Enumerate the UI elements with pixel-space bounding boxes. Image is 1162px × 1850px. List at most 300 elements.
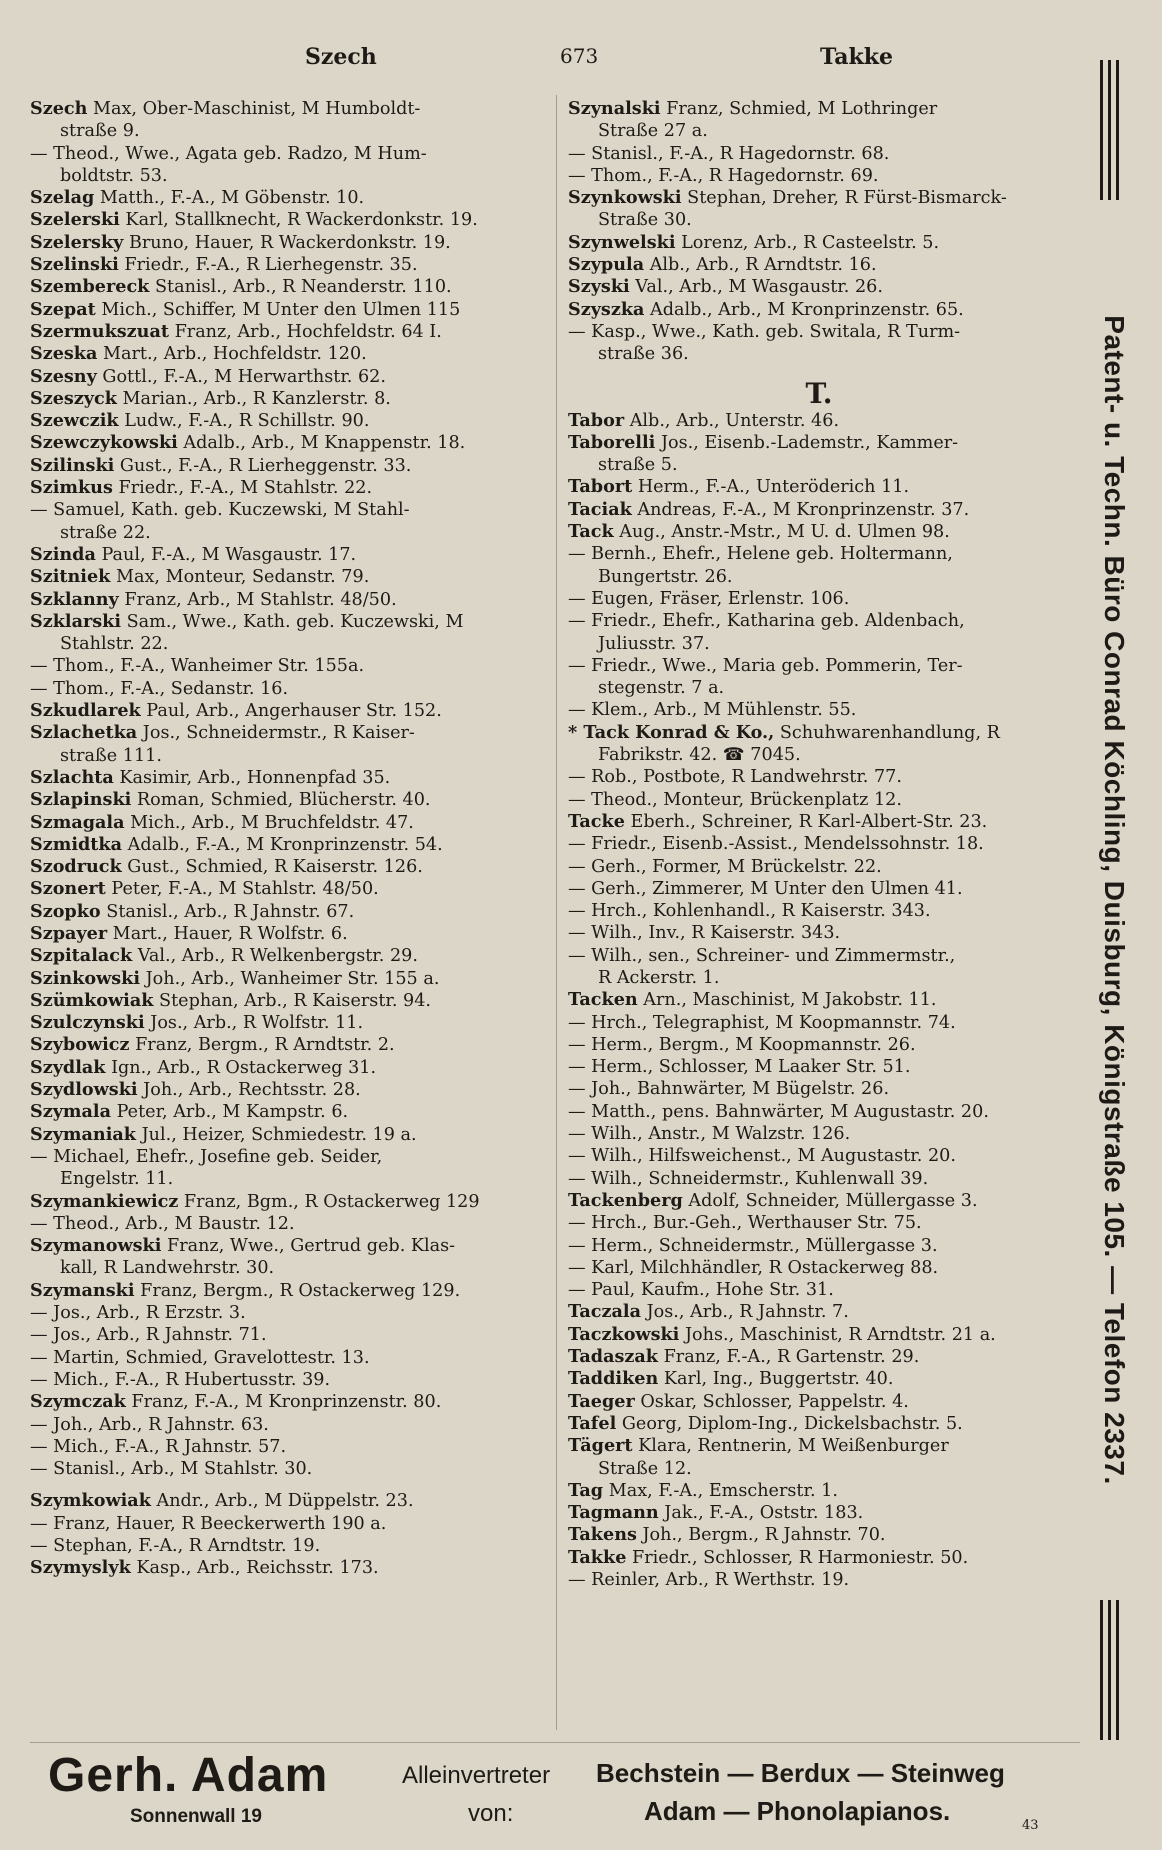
directory-entry	[568, 1324, 1070, 1346]
entry-details: Max, Ober-Maschinist, M Humboldt-	[87, 99, 421, 119]
directory-entry	[568, 1034, 1070, 1056]
entry-details: Val., Arb., M Wasgaustr. 26.	[629, 277, 883, 298]
entry-details: Franz, Bergm., R Ostackerweg 129.	[134, 1280, 461, 1301]
directory-entry	[568, 1190, 1070, 1212]
entry-details: Jos., Schneidermstr., R Kaiser-	[137, 723, 415, 744]
entry-details: Fabrikstr. 42. ☎ 7045.	[598, 745, 801, 766]
entry-surname: Tag	[568, 1479, 604, 1501]
directory-entry	[568, 1123, 1070, 1145]
entry-details: — Rob., Postbote, R Landwehrstr. 77.	[568, 767, 902, 788]
entry-surname: Szymyslyk	[30, 1557, 131, 1579]
directory-entry	[568, 1524, 1070, 1546]
entry-details: — Thom., F.-A., Wanheimer Str. 155a.	[30, 656, 365, 677]
directory-entry	[30, 1391, 560, 1413]
directory-entry	[568, 655, 1070, 677]
entry-details: Stahlstr. 22.	[60, 634, 169, 655]
entry-details: Bruno, Hauer, R Wackerdonkstr. 19.	[123, 232, 451, 253]
directory-entry	[568, 1078, 1070, 1100]
entry-details: Klara, Rentnerin, M Weißenburger	[632, 1436, 949, 1457]
directory-entry	[30, 343, 560, 365]
directory-entry	[568, 432, 1070, 454]
entry-surname: * Tack Konrad & Ko.,	[568, 721, 775, 743]
entry-surname: Szmagala	[30, 811, 125, 833]
entry-details: — Joh., Arb., R Jahnstr. 63.	[30, 1414, 269, 1435]
entry-details: Max, F.-A., Emscherstr. 1.	[603, 1480, 838, 1501]
entry-surname: Szyszka	[568, 298, 645, 320]
entry-surname: Szypula	[568, 254, 645, 276]
directory-entry	[568, 699, 1070, 721]
entry-surname: Szermukszuat	[30, 320, 169, 342]
entry-details: Peter, F.-A., M Stahlstr. 48/50.	[105, 879, 379, 900]
entry-continuation	[30, 1257, 560, 1279]
directory-entry	[568, 165, 1070, 187]
directory-entry	[568, 321, 1070, 343]
sidebar-rule	[1108, 60, 1111, 200]
entry-details: stegenstr. 7 a.	[598, 678, 725, 699]
directory-entry	[568, 1502, 1070, 1524]
entry-details: — Thom., F.-A., Sedanstr. 16.	[30, 678, 289, 699]
sidebar-advertisement	[1080, 60, 1150, 1740]
directory-entry	[30, 1034, 560, 1056]
sidebar-rule	[1100, 1600, 1103, 1740]
entry-details: Joh., Bergm., R Jahnstr. 70.	[636, 1525, 886, 1546]
directory-entry	[568, 1257, 1070, 1279]
directory-entry	[568, 945, 1070, 967]
entry-details: — Joh., Bahnwärter, M Bügelstr. 26.	[568, 1079, 890, 1100]
directory-entry	[568, 900, 1070, 922]
directory-entry	[568, 1391, 1070, 1413]
entry-details: — Klem., Arb., M Mühlenstr. 55.	[568, 700, 857, 721]
directory-entry	[30, 1324, 560, 1346]
entry-details: Juliusstr. 37.	[598, 633, 710, 654]
right-column	[568, 98, 1070, 1591]
entry-details: Adalb., Arb., M Kronprinzenstr. 65.	[644, 299, 964, 320]
entry-details: Joh., Arb., Wanheimer Str. 155 a.	[140, 968, 440, 989]
directory-entry	[30, 878, 560, 900]
entry-details: Andreas, F.-A., M Kronprinzenstr. 37.	[631, 499, 970, 520]
entry-details: — Gerh., Former, M Brückelstr. 22.	[568, 856, 882, 877]
entry-details: Straße 12.	[598, 1458, 692, 1479]
entry-details: Gust., F.-A., R Lierheggenstr. 33.	[114, 455, 412, 476]
directory-entry	[30, 1280, 560, 1302]
entry-details: Bungertstr. 26.	[598, 566, 733, 587]
entry-details: Alb., Arb., Unterstr. 46.	[624, 410, 840, 431]
directory-entry	[568, 1145, 1070, 1167]
entry-continuation	[30, 120, 560, 142]
entry-details: Gust., Schmied, R Kaiserstr. 126.	[121, 857, 423, 878]
entry-surname: Taczkowski	[568, 1323, 680, 1345]
directory-entry	[568, 922, 1070, 944]
left-column	[30, 98, 560, 1580]
entry-surname: Tackenberg	[568, 1189, 683, 1211]
entry-continuation	[30, 522, 560, 544]
sidebar-rule	[1116, 60, 1119, 200]
entry-details: — Jos., Arb., R Erzstr. 3.	[30, 1303, 246, 1324]
entry-surname: Szkudlarek	[30, 700, 141, 722]
entry-details: — Matth., pens. Bahnwärter, M Augustastr. 20.	[568, 1101, 989, 1122]
entry-details: Sam., Wwe., Kath. geb. Kuczewski, M	[121, 611, 464, 632]
directory-entry	[568, 187, 1070, 209]
entry-continuation	[568, 566, 1070, 588]
entry-details: — Mich., F.-A., R Jahnstr. 57.	[30, 1436, 287, 1457]
entry-surname: Szpayer	[30, 922, 108, 944]
entry-details: straße 22.	[60, 522, 151, 543]
directory-entry	[568, 1056, 1070, 1078]
page-header	[30, 44, 1060, 84]
entry-details: — Hrch., Telegraphist, M Koopmannstr. 74.	[568, 1012, 956, 1033]
directory-entry	[30, 722, 560, 744]
entry-details: Friedr., F.-A., R Lierhegenstr. 35.	[118, 255, 418, 276]
directory-entry	[568, 1346, 1070, 1368]
entry-surname: Szopko	[30, 900, 101, 922]
directory-entry	[30, 209, 560, 231]
entry-details: — Stephan, F.-A., R Arndtstr. 19.	[30, 1536, 321, 1556]
entry-details: Joh., Arb., Rechtsstr. 28.	[137, 1080, 361, 1101]
directory-entry	[568, 722, 1070, 744]
entry-details: Stanisl., Arb., R Jahnstr. 67.	[100, 901, 355, 922]
entry-details: straße 9.	[60, 121, 140, 142]
entry-details: — Friedr., Ehefr., Katharina geb. Aldenbach,	[568, 611, 965, 632]
directory-entry	[30, 143, 560, 165]
directory-entry	[30, 834, 560, 856]
entry-details: Paul, Arb., Angerhauser Str. 152.	[140, 701, 442, 722]
entry-surname: Tabor	[568, 409, 625, 431]
directory-entry	[568, 1301, 1070, 1323]
directory-entry	[30, 299, 560, 321]
entry-surname: Taczala	[568, 1301, 641, 1323]
entry-details: Franz, Schmied, M Lothringer	[660, 99, 938, 119]
entry-continuation	[568, 633, 1070, 655]
entry-surname: Szydlak	[30, 1056, 106, 1078]
entry-continuation	[30, 165, 560, 187]
entry-details: — Wilh., sen., Schreiner- und Zimmermstr.,	[568, 945, 956, 966]
entry-surname: Tabort	[568, 476, 633, 498]
directory-entry	[30, 1146, 560, 1168]
directory-entry	[30, 98, 560, 120]
directory-entry	[568, 543, 1070, 565]
sidebar-ad-text: Patent- u. Techn. Büro Conrad Köchling, Duisburg, Königstraße 105. — Telefon 2337.	[1099, 315, 1130, 1485]
entry-continuation	[30, 1168, 560, 1190]
entry-surname: Szydlowski	[30, 1079, 138, 1101]
directory-entry	[30, 366, 560, 388]
directory-entry	[30, 700, 560, 722]
entry-details: Kasp., Arb., Reichsstr. 173.	[130, 1558, 379, 1579]
entry-details: Engelstr. 11.	[60, 1169, 174, 1190]
directory-entry	[568, 811, 1070, 833]
entry-surname: Szümkowiak	[30, 989, 154, 1011]
entry-surname: Tacken	[568, 989, 638, 1011]
entry-details: Adolf, Schneider, Müllergasse 3.	[682, 1190, 978, 1211]
directory-entry	[30, 901, 560, 923]
entry-details: Matth., F.-A., M Göbenstr. 10.	[94, 188, 365, 209]
entry-surname: Szewczik	[30, 410, 119, 432]
entry-surname: Szepat	[30, 298, 96, 320]
entry-surname: Szimkus	[30, 477, 113, 499]
directory-entry	[30, 945, 560, 967]
directory-entry	[30, 566, 560, 588]
entry-surname: Szpitalack	[30, 945, 133, 967]
entry-continuation	[568, 209, 1070, 231]
entry-surname: Szlachetka	[30, 722, 138, 744]
directory-entry	[568, 1569, 1070, 1591]
entry-details: — Herm., Schneidermstr., Müllergasse 3.	[568, 1235, 938, 1256]
header-left-keyword: Szech	[305, 44, 377, 70]
entry-details: — Samuel, Kath. geb. Kuczewski, M Stahl-	[30, 500, 410, 521]
directory-entry	[30, 589, 560, 611]
entry-surname: Szymkowiak	[30, 1490, 151, 1512]
entry-details: Straße 27 a.	[598, 121, 708, 142]
entry-surname: Szymanowski	[30, 1235, 162, 1257]
entry-details: Friedr., Schlosser, R Harmoniestr. 50.	[626, 1547, 969, 1568]
sidebar-rule	[1100, 60, 1103, 200]
entry-surname: Taborelli	[568, 431, 656, 453]
entry-surname: Szeszyck	[30, 387, 117, 409]
directory-entry	[568, 1279, 1070, 1301]
sidebar-rule	[1108, 1600, 1111, 1740]
entry-details: Marian., Arb., R Kanzlerstr. 8.	[116, 388, 391, 409]
directory-entry	[568, 232, 1070, 254]
footer-von: von:	[468, 1800, 514, 1827]
entry-details: Franz, Wwe., Gertrud geb. Klas-	[161, 1236, 456, 1257]
entry-surname: Tägert	[568, 1435, 633, 1457]
entry-details: Schuhwarenhandlung, R	[774, 722, 1000, 743]
directory-entry	[568, 254, 1070, 276]
entry-surname: Szelinski	[30, 254, 119, 276]
directory-entry	[568, 143, 1070, 165]
entry-details: Johs., Maschinist, R Arndtstr. 21 a.	[679, 1324, 996, 1345]
entry-surname: Taciak	[568, 498, 632, 520]
directory-entry	[30, 1235, 560, 1257]
entry-continuation	[568, 1458, 1070, 1480]
entry-details: Franz, Bgm., R Ostackerweg 129	[178, 1191, 480, 1212]
directory-entry	[30, 1012, 560, 1034]
entry-surname: Szymczak	[30, 1391, 126, 1413]
entry-details: — Friedr., Eisenb.-Assist., Mendelssohnstr. 18.	[568, 834, 984, 855]
entry-surname: Szinda	[30, 543, 96, 565]
entry-surname: Szesny	[30, 365, 97, 387]
entry-details: Herm., F.-A., Unteröderich 11.	[632, 477, 910, 498]
entry-continuation	[568, 967, 1070, 989]
entry-details: Mart., Hauer, R Wolfstr. 6.	[107, 923, 348, 944]
directory-entry	[30, 432, 560, 454]
directory-entry	[568, 1168, 1070, 1190]
entry-surname: Tack	[568, 521, 614, 543]
entry-details: Aug., Anstr.-Mstr., M U. d. Ulmen 98.	[613, 522, 950, 543]
entry-surname: Szklarski	[30, 610, 122, 632]
entry-details: Stanisl., Arb., R Neanderstr. 110.	[149, 277, 452, 298]
entry-details: — Theod., Wwe., Agata geb. Radzo, M Hum-	[30, 143, 427, 164]
entry-surname: Szech	[30, 98, 88, 119]
directory-entry	[568, 521, 1070, 543]
directory-entry	[568, 878, 1070, 900]
directory-entry	[30, 187, 560, 209]
directory-entry	[568, 1547, 1070, 1569]
entry-details: — Reinler, Arb., R Werthstr. 19.	[568, 1570, 850, 1590]
directory-entry	[30, 789, 560, 811]
entry-details: — Stanisl., F.-A., R Hagedornstr. 68.	[568, 143, 890, 164]
directory-entry	[30, 1458, 560, 1480]
entry-details: Lorenz, Arb., R Casteelstr. 5.	[675, 232, 940, 253]
entry-details: Franz, Arb., Hochfeldstr. 64 I.	[168, 321, 442, 342]
entry-details: — Hrch., Kohlenhandl., R Kaiserstr. 343.	[568, 901, 931, 922]
entry-surname: Szilinski	[30, 454, 115, 476]
directory-entry	[30, 276, 560, 298]
entry-details: — Kasp., Wwe., Kath. geb. Switala, R Turm-	[568, 321, 961, 342]
directory-entry	[568, 1413, 1070, 1435]
entry-details: Gottl., F.-A., M Herwarthstr. 62.	[96, 366, 386, 387]
directory-entry	[568, 276, 1070, 298]
directory-entry	[30, 767, 560, 789]
entry-details: Franz, Bergm., R Arndtstr. 2.	[129, 1035, 395, 1056]
entry-details: Adalb., Arb., M Knappenstr. 18.	[177, 433, 466, 454]
entry-details: Jul., Heizer, Schmiedestr. 19 a.	[136, 1124, 417, 1145]
entry-details: — Martin, Schmied, Gravelottestr. 13.	[30, 1347, 370, 1368]
entry-details: Adalb., F.-A., M Kronprinzenstr. 54.	[122, 834, 443, 855]
directory-entry	[30, 544, 560, 566]
entry-details: — Theod., Monteur, Brückenplatz 12.	[568, 789, 902, 810]
directory-entry	[30, 1057, 560, 1079]
directory-entry	[568, 766, 1070, 788]
entry-details: Jos., Arb., R Jahnstr. 7.	[641, 1302, 849, 1323]
entry-details: — Stanisl., Arb., M Stahlstr. 30.	[30, 1459, 313, 1480]
entry-surname: Szymala	[30, 1101, 112, 1123]
directory-entry	[568, 1101, 1070, 1123]
directory-entry	[568, 1368, 1070, 1390]
directory-entry	[30, 1513, 560, 1535]
directory-entry	[568, 476, 1070, 498]
entry-details: boldtstr. 53.	[60, 165, 168, 186]
entry-details: Franz, Arb., M Stahlstr. 48/50.	[118, 589, 397, 610]
entry-details: — Herm., Schlosser, M Laaker Str. 51.	[568, 1057, 911, 1078]
sheet-number: 43	[1022, 1818, 1039, 1833]
sidebar-rule	[1116, 1600, 1119, 1740]
entry-details: Jos., Arb., R Wolfstr. 11.	[144, 1013, 364, 1034]
entry-continuation	[568, 677, 1070, 699]
footer-divider	[30, 1742, 1080, 1743]
directory-entry	[30, 410, 560, 432]
directory-entry	[30, 1490, 560, 1512]
entry-details: — Bernh., Ehefr., Helene geb. Holtermann,	[568, 544, 953, 565]
entry-surname: Szodruck	[30, 856, 122, 878]
entry-surname: Szklanny	[30, 588, 119, 610]
directory-entry	[30, 254, 560, 276]
entry-details: Stephan, Dreher, R Fürst-Bismarck-	[681, 188, 1007, 209]
entry-surname: Szymanski	[30, 1279, 135, 1301]
directory-entry	[30, 1347, 560, 1369]
entry-details: Mart., Arb., Hochfeldstr. 120.	[97, 344, 367, 365]
entry-surname: Szeska	[30, 343, 98, 365]
entry-details: — Thom., F.-A., R Hagedornstr. 69.	[568, 165, 879, 186]
entry-surname: Tacke	[568, 810, 625, 832]
entry-surname: Szymankiewicz	[30, 1190, 179, 1212]
entry-details: — Theod., Arb., M Baustr. 12.	[30, 1213, 295, 1234]
directory-entry	[30, 455, 560, 477]
entry-continuation	[568, 343, 1070, 365]
directory-entry	[30, 856, 560, 878]
footer-company-address: Sonnenwall 19	[130, 1806, 262, 1827]
entry-surname: Taeger	[568, 1390, 635, 1412]
entry-details: — Paul, Kaufm., Hohe Str. 31.	[568, 1280, 834, 1301]
entry-surname: Taddiken	[568, 1368, 659, 1390]
directory-entry	[30, 678, 560, 700]
entry-details: Mich., Arb., M Bruchfeldstr. 47.	[124, 812, 414, 833]
entry-details: Karl, Ing., Buggertstr. 40.	[658, 1369, 894, 1390]
header-right-keyword: Takke	[820, 44, 894, 70]
directory-entry	[30, 968, 560, 990]
directory-entry	[30, 990, 560, 1012]
entry-details: Franz, F.-A., M Kronprinzenstr. 80.	[125, 1392, 442, 1413]
footer-role: Alleinvertreter	[402, 1762, 551, 1789]
directory-entry	[568, 98, 1070, 120]
entry-details: Alb., Arb., R Arndtstr. 16.	[644, 255, 877, 276]
directory-entry	[30, 477, 560, 499]
directory-entry	[30, 1414, 560, 1436]
directory-entry	[30, 611, 560, 633]
entry-surname: Szynkowski	[568, 187, 682, 209]
directory-entry	[568, 1012, 1070, 1034]
directory-entry	[30, 923, 560, 945]
entry-details: Mich., Schiffer, M Unter den Ulmen 115	[95, 299, 461, 320]
entry-surname: Szlapinski	[30, 789, 132, 811]
directory-entry	[568, 410, 1070, 432]
directory-entry	[568, 856, 1070, 878]
section-heading: T.	[805, 376, 833, 410]
entry-details: Stephan, Arb., R Kaiserstr. 94.	[153, 990, 432, 1011]
entry-details: — Wilh., Inv., R Kaiserstr. 343.	[568, 923, 841, 944]
entry-continuation	[30, 633, 560, 655]
directory-entry	[30, 232, 560, 254]
directory-entry	[568, 833, 1070, 855]
directory-entry	[30, 812, 560, 834]
entry-details: Ign., Arb., R Ostackerweg 31.	[105, 1057, 377, 1078]
entry-details: Friedr., F.-A., M Stahlstr. 22.	[112, 478, 373, 499]
entry-details: — Wilh., Anstr., M Walzstr. 126.	[568, 1124, 851, 1145]
entry-surname: Takke	[568, 1546, 627, 1568]
directory-entry	[568, 610, 1070, 632]
entry-details: — Wilh., Hilfsweichenst., M Augustastr. 20.	[568, 1146, 956, 1167]
directory-entry	[568, 1480, 1070, 1502]
entry-details: — Mich., F.-A., R Hubertusstr. 39.	[30, 1369, 331, 1390]
entry-surname: Szlachta	[30, 766, 114, 788]
directory-entry	[30, 1124, 560, 1146]
entry-details: — Franz, Hauer, R Beeckerwerth 190 a.	[30, 1513, 387, 1534]
entry-surname: Szinkowski	[30, 967, 141, 989]
entry-details: Straße 30.	[598, 210, 692, 231]
entry-details: — Jos., Arb., R Jahnstr. 71.	[30, 1325, 267, 1346]
entry-details: — Wilh., Schneidermstr., Kuhlenwall 39.	[568, 1168, 929, 1189]
entry-details: Roman, Schmied, Blücherstr. 40.	[131, 790, 431, 811]
entry-details: Arn., Maschinist, M Jakobstr. 11.	[637, 990, 937, 1011]
directory-entry	[568, 789, 1070, 811]
directory-entry	[30, 499, 560, 521]
entry-surname: Tadaszak	[568, 1346, 658, 1368]
directory-entry	[568, 1235, 1070, 1257]
directory-entry	[568, 1435, 1070, 1457]
page-number: 673	[560, 44, 599, 68]
entry-surname: Szelerski	[30, 209, 120, 231]
entry-details: — Friedr., Wwe., Maria geb. Pommerin, Ter-	[568, 655, 963, 676]
entry-details: — Herm., Bergm., M Koopmannstr. 26.	[568, 1034, 916, 1055]
entry-details: Eberh., Schreiner, R Karl-Albert-Str. 23.	[624, 811, 988, 832]
directory-entry	[30, 1557, 560, 1579]
entry-surname: Szonert	[30, 878, 106, 900]
entry-details: Jak., F.-A., Oststr. 183.	[658, 1503, 864, 1524]
entry-details: Kasimir, Arb., Honnenpfad 35.	[113, 767, 391, 788]
entry-surname: Szembereck	[30, 276, 150, 298]
directory-entry	[30, 655, 560, 677]
directory-entry	[30, 1101, 560, 1123]
entry-surname: Szulczynski	[30, 1012, 145, 1034]
